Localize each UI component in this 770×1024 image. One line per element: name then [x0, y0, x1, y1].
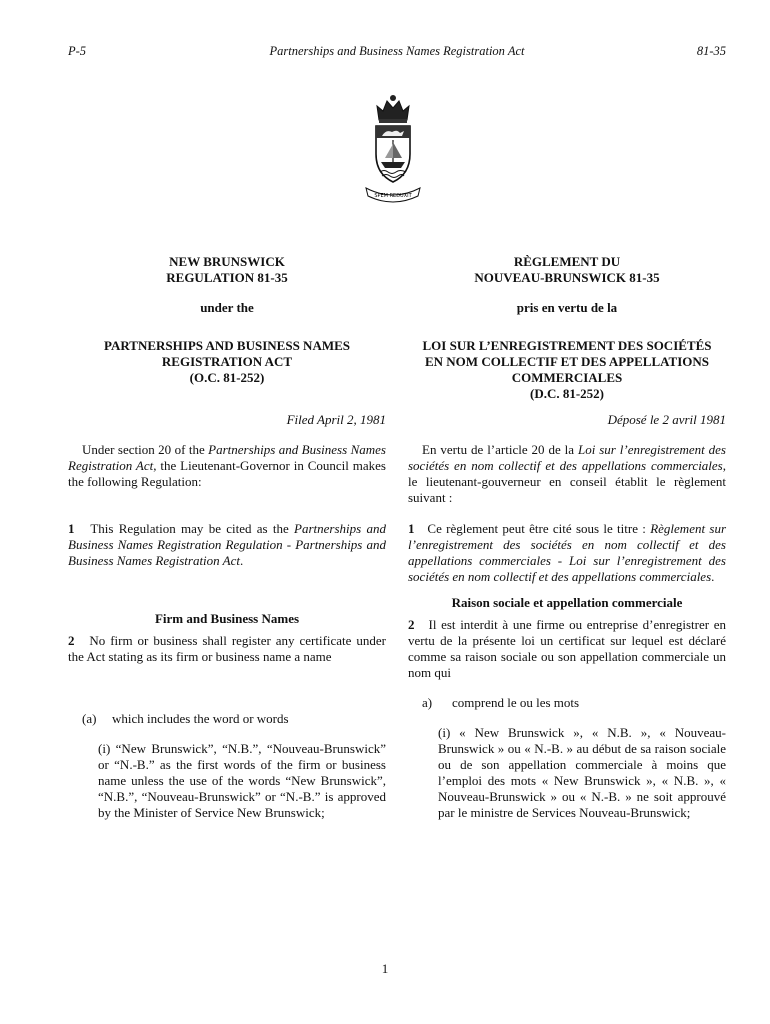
filed-date: Déposé le 2 avril 1981 — [607, 412, 726, 427]
act-name-line2: EN NOM COLLECTIF ET DES APPELLATIONS — [424, 354, 709, 369]
filed-date: Filed April 2, 1981 — [286, 412, 386, 427]
header-act-title: Partnerships and Business Names Registration Act — [269, 44, 525, 58]
section-number: 1 — [408, 521, 415, 536]
paragraph-a — [408, 695, 726, 711]
preamble-text-end: , the Lieutenant-Governor in Council makes the following Regulation: — [68, 458, 386, 489]
section-1-text: Ce règlement peut être cité sous le titre : — [427, 521, 651, 536]
under-the-label: pris en vertu de la — [516, 300, 618, 315]
section-1-citation: Règlement sur l’enregistrement des sociétés en nom collectif et des appellations commerciales - Loi sur l’enregistrement des sociétés en nom collectif et des appellations commerciales — [408, 521, 727, 584]
section-1-citation: Partnerships and Business Names Registration Regulation - Partnerships and Business Names Registration Act — [68, 521, 386, 568]
section-2-text: No firm or business shall register any certificate under the Act stating as its firm or business name a name — [68, 633, 386, 664]
preamble — [408, 442, 726, 506]
section-2 — [408, 617, 726, 681]
preamble — [68, 442, 386, 490]
paragraph-a-text: which includes the word or words — [112, 711, 289, 726]
order-in-council: (D.C. 81-252) — [529, 386, 604, 401]
preamble-act-name: Loi sur l’enregistrement des sociétés en nom collectif et des appellations commerciales — [408, 442, 726, 473]
section-1 — [68, 521, 386, 569]
section-number: 2 — [68, 633, 75, 648]
paragraph-a-label: a) — [422, 695, 433, 710]
order-in-council: (O.C. 81-252) — [189, 370, 265, 385]
regulation-title-line2: REGULATION 81-35 — [166, 270, 288, 285]
section-2-text: Il est interdit à une firme ou entreprise d’enregistrer en vertu de la présente loi un certificat sur lequel est déclaré comme sa raison sociale ou son appellation commerciale un nom qui — [408, 617, 726, 680]
subparagraph-i: (i) « New Brunswick », « N.B. », « Nouveau-Brunswick » ou « N.-B. » au début de sa raison sociale ou de son appellation commerciale à moins que l’emploi des mots « New Brunswick », « N.B. », « Nouveau-Brunswick » ou « N.-B. » ne soit approuvé par le ministre de Services Nouveau-Brunswick; — [438, 725, 726, 820]
under-the-label: under the — [200, 300, 254, 315]
french-column — [408, 254, 726, 821]
act-name-line3: COMMERCIALES — [511, 370, 623, 385]
act-name-line1: LOI SUR L’ENREGISTREMENT DES SOCIÉTÉS — [422, 338, 712, 353]
section-1-text: This Regulation may be cited as the — [90, 521, 295, 536]
subparagraph-i: (i) “New Brunswick”, “N.B.”, “Nouveau-Brunswick” or “N.-B.” as the first words of the firm or business name unless the use of the words “New Brunswick”, “N.B.”, “Nouveau-Brunswick” or “N.-B.” is approved by the Minister of Service New Brunswick; — [98, 741, 386, 820]
section-number: 2 — [408, 617, 415, 632]
crest-motto: SPEM REDUXIT — [374, 193, 412, 199]
running-header — [68, 44, 726, 62]
page-number: 1 — [381, 961, 389, 976]
section-heading: Firm and Business Names — [154, 611, 300, 626]
paragraph-a — [68, 711, 386, 727]
paragraph-a-label: (a) — [82, 711, 97, 726]
regulation-title-line1: RÈGLEMENT DU — [513, 254, 621, 269]
preamble-act-name: Partnerships and Business Names Registration Act — [68, 442, 386, 473]
header-chapter: P-5 — [68, 44, 87, 58]
preamble-text-end: , le lieutenant-gouverneur en conseil établit le règlement suivant : — [408, 458, 726, 505]
preamble-text: Under section 20 of the — [82, 442, 209, 457]
header-regulation-number: 81-35 — [696, 44, 726, 58]
preamble-text: En vertu de l’article 20 de la — [422, 442, 578, 457]
act-name-line1: PARTNERSHIPS AND BUSINESS NAMES — [104, 338, 350, 353]
paragraph-a-text: comprend le ou les mots — [452, 695, 580, 710]
section-heading: Raison sociale et appellation commerciale — [451, 595, 683, 610]
section-1-end: . — [240, 553, 244, 568]
new-brunswick-coat-of-arms-icon — [362, 92, 424, 204]
act-name-line2: REGISTRATION ACT — [161, 354, 293, 369]
regulation-title-line2: NOUVEAU-BRUNSWICK 81-35 — [474, 270, 660, 285]
section-number: 1 — [68, 521, 75, 536]
english-column — [68, 254, 386, 821]
section-1-end: . — [711, 569, 715, 584]
regulation-title-line1: NEW BRUNSWICK — [169, 254, 285, 269]
section-2 — [68, 633, 386, 665]
section-1 — [408, 521, 726, 585]
